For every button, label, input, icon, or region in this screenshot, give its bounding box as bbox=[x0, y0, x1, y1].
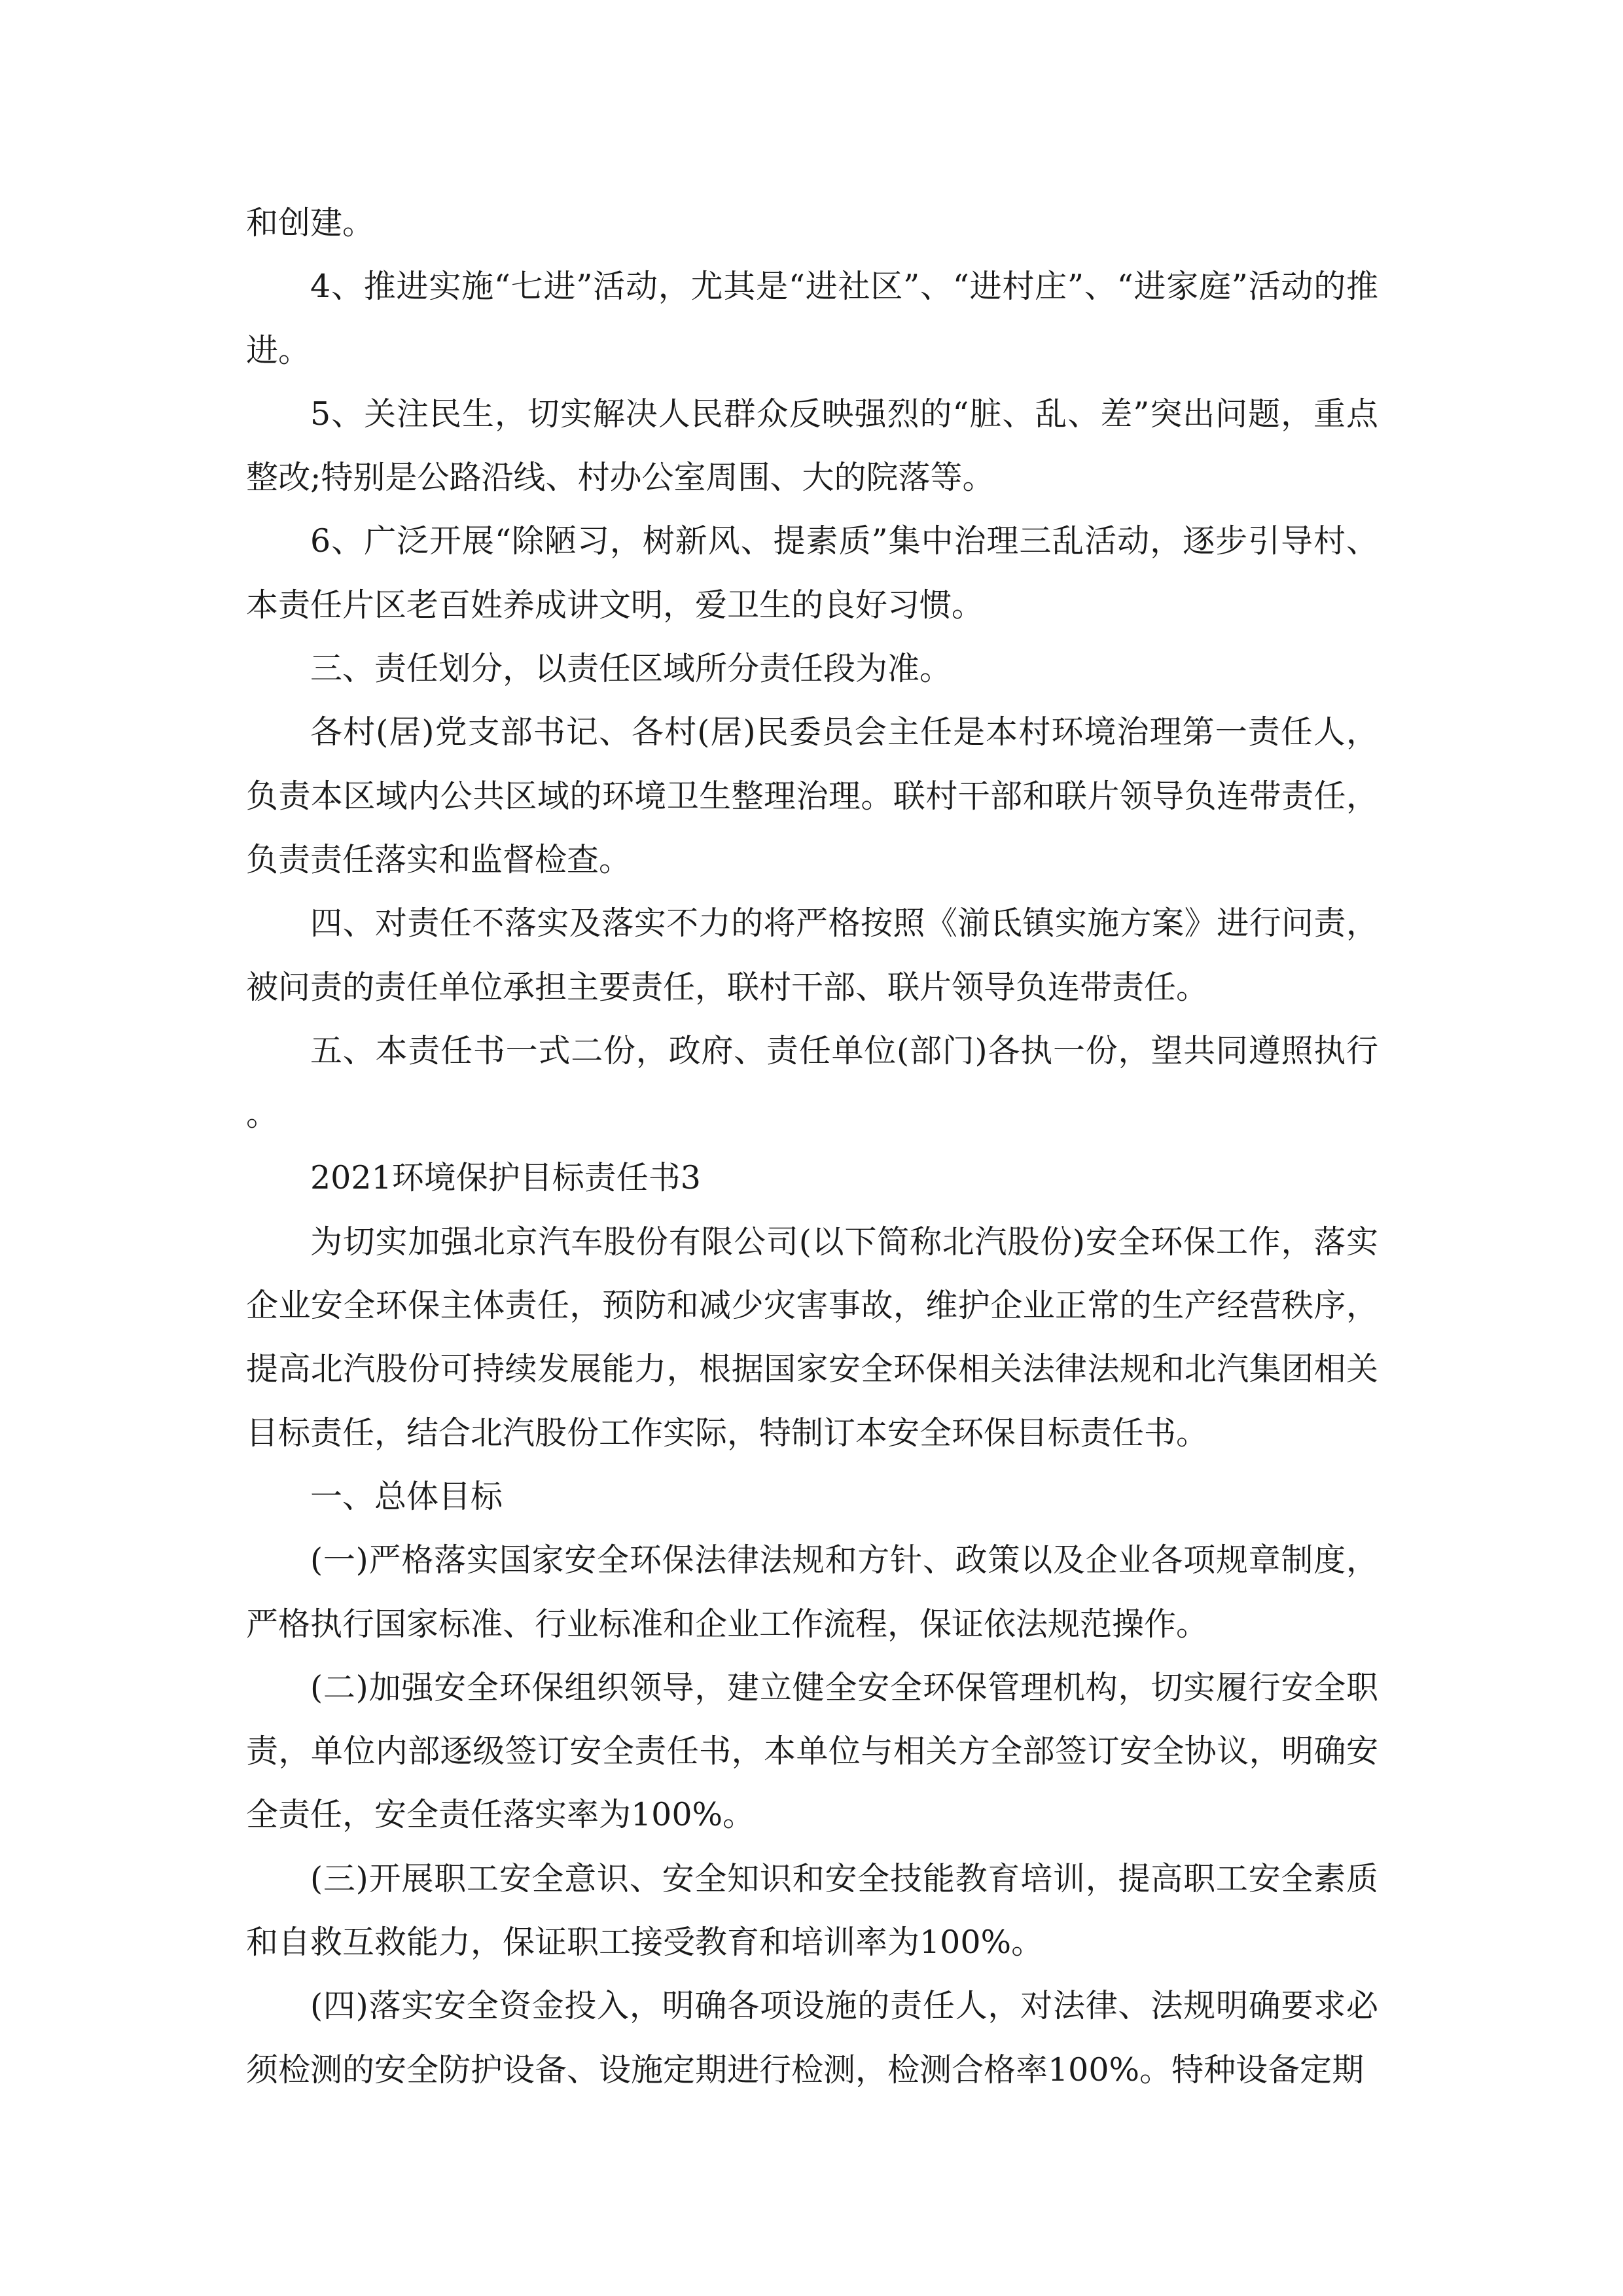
paragraph: 和创建。 bbox=[246, 204, 375, 242]
paragraph: 各村(居)党支部书记、各村(居)民委员会主任是本村环境治理第一责任人，负责本区域内公共区域的环境卫生整理治理。联村干部和联片领导负连带责任，负责责任落实和监督检查。 bbox=[246, 713, 1378, 878]
section-heading: 四、对责任不落实及落实不力的将严格按照《湔氐镇实施方案》进行问责，被问责的责任单位承担主要责任，联村干部、联片领导负连带责任。 bbox=[246, 905, 1378, 1006]
section-heading: 一、总体目标 bbox=[310, 1477, 503, 1515]
paragraph: 为切实加强北京汽车股份有限公司(以下简称北汽股份)安全环保工作，落实企业安全环保主体责任，预防和减少灾害事故，维护企业正常的生产经营秩序，提高北汽股份可持续发展能力，根据国家安全环保相关法律法规和北汽集团相关目标责任，结合北汽股份工作实际，特制订本安全环保目标责任书。 bbox=[246, 1223, 1378, 1452]
paragraph: 6、广泛开展“除陋习，树新风、提素质”集中治理三乱活动，逐步引导村、本责任片区老百姓养成讲文明，爱卫生的良好习惯。 bbox=[246, 522, 1378, 624]
paragraph: 4、推进实施“七进”活动，尤其是“进社区”、“进村庄”、“进家庭”活动的推进。 bbox=[246, 268, 1378, 369]
section-heading: 五、本责任书一式二份，政府、责任单位(部门)各执一份，望共同遵照执行。 bbox=[246, 1031, 1378, 1134]
paragraph: 5、关注民生，切实解决人民群众反映强烈的“脏、乱、差”突出问题，重点整改;特别是公路沿线、村办公室周围、大的院落等。 bbox=[246, 395, 1378, 497]
paragraph: (二)加强安全环保组织领导，建立健全安全环保管理机构，切实履行安全职责，单位内部逐级签订安全责任书，本单位与相关方全部签订安全协议，明确安全责任，安全责任落实率为100%。 bbox=[246, 1668, 1378, 1834]
document-title: 2021环境保护目标责任书3 bbox=[310, 1159, 701, 1197]
paragraph: (三)开展职工安全意识、安全知识和安全技能教育培训，提高职工安全素质和自救互救能力，保证职工接受教育和培训率为100%。 bbox=[246, 1859, 1378, 1962]
paragraph: (一)严格落实国家安全环保法律法规和方针、政策以及企业各项规章制度，严格执行国家标准、行业标准和企业工作流程，保证依法规范操作。 bbox=[246, 1541, 1378, 1643]
section-heading: 三、责任划分，以责任区域所分责任段为准。 bbox=[310, 650, 952, 688]
paragraph: (四)落实安全资金投入，明确各项设施的责任人，对法律、法规明确要求必须检测的安全防护设备、设施定期进行检测，检测合格率100%。特种设备定期 bbox=[246, 1987, 1378, 2089]
document-page bbox=[246, 191, 1378, 2102]
